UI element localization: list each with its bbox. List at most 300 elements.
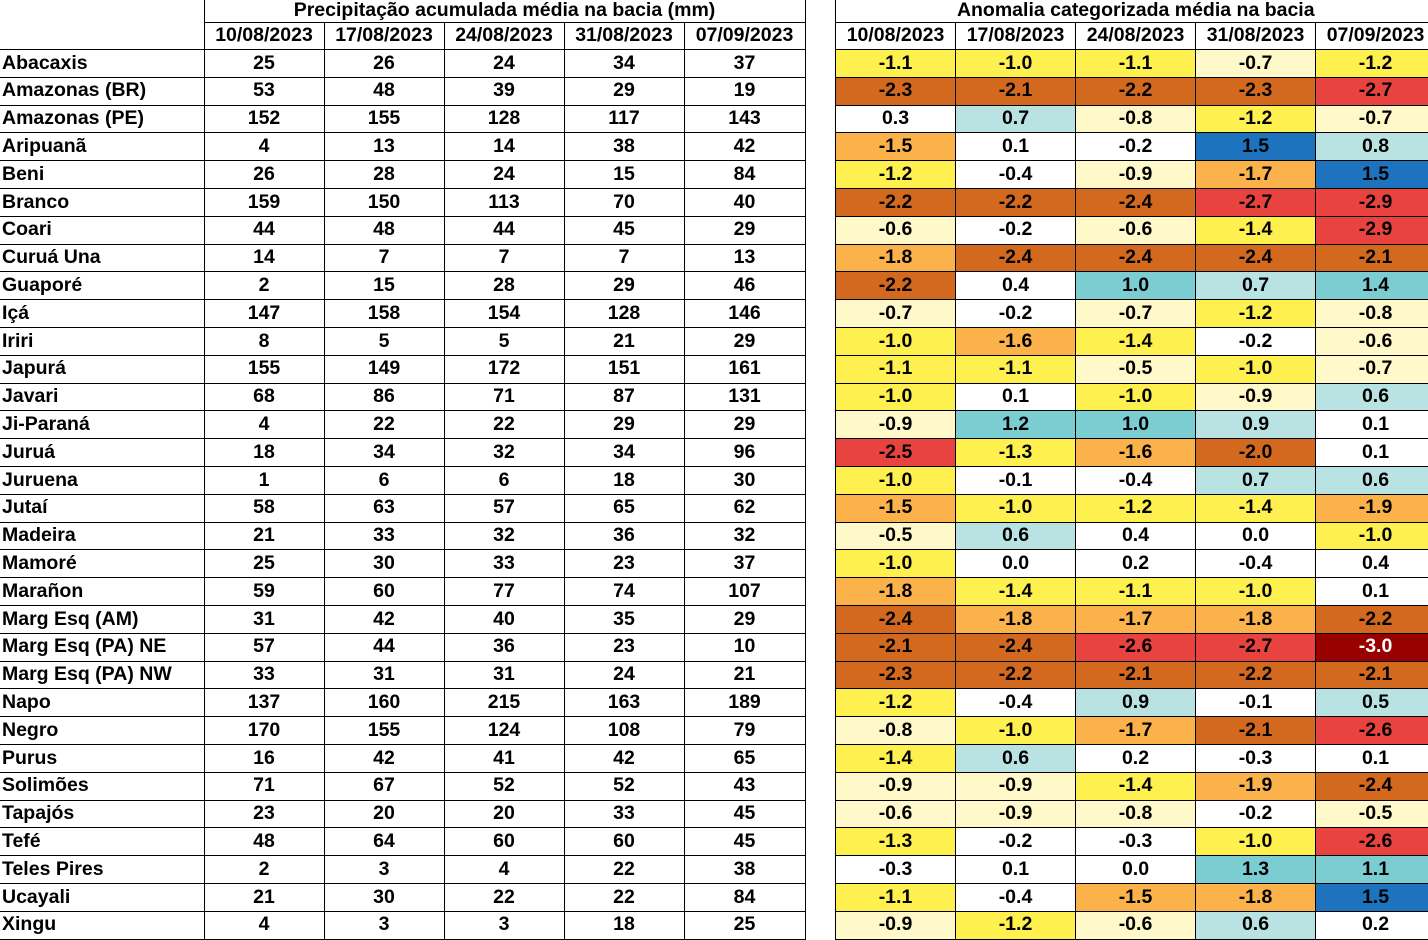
anomaly-value: -2.9 xyxy=(1316,188,1428,216)
precip-table-row xyxy=(0,772,805,800)
precip-value: 31 xyxy=(444,661,564,689)
basin-name: Amazonas (BR) xyxy=(0,77,204,105)
basin-name: Marg Esq (PA) NW xyxy=(0,661,204,689)
precip-value: 40 xyxy=(444,605,564,633)
anomaly-value: 0.4 xyxy=(1076,522,1196,550)
precip-value: 15 xyxy=(564,161,684,189)
basin-name: Marg Esq (PA) NE xyxy=(0,633,204,661)
anomaly-value: -1.1 xyxy=(1076,50,1196,78)
anomaly-value: 0.1 xyxy=(1316,744,1428,772)
anomaly-value: 0.0 xyxy=(1076,856,1196,884)
anomaly-value: -0.5 xyxy=(1316,800,1428,828)
anomaly-value: 0.7 xyxy=(956,105,1076,133)
anomaly-value: -1.0 xyxy=(956,50,1076,78)
precip-value: 48 xyxy=(204,828,324,856)
basin-name: Juruena xyxy=(0,466,204,494)
anomaly-value: -1.8 xyxy=(836,244,956,272)
precip-table-row xyxy=(0,105,805,133)
precip-table-row xyxy=(0,466,805,494)
precip-value: 2 xyxy=(204,272,324,300)
anomaly-table-row xyxy=(836,216,1428,244)
precip-title: Precipitação acumulada média na bacia (mm) xyxy=(204,0,805,23)
anomaly-value: -0.4 xyxy=(1076,466,1196,494)
anomaly-value: -2.2 xyxy=(1076,77,1196,105)
precip-table-row xyxy=(0,605,805,633)
precip-value: 42 xyxy=(564,744,684,772)
precip-table-row xyxy=(0,161,805,189)
anomaly-value: 0.1 xyxy=(1316,411,1428,439)
precip-value: 160 xyxy=(324,689,444,717)
anomaly-value: -1.2 xyxy=(836,689,956,717)
anomaly-value: -1.2 xyxy=(1196,300,1316,328)
precip-table-row xyxy=(0,188,805,216)
anomaly-value: -0.8 xyxy=(1076,105,1196,133)
anomaly-value: -0.6 xyxy=(1316,327,1428,355)
basin-name: Xingu xyxy=(0,911,204,939)
anomaly-title: Anomalia categorizada média na bacia xyxy=(836,0,1428,23)
precip-table-row xyxy=(0,522,805,550)
anomaly-value: -1.4 xyxy=(1076,772,1196,800)
anomaly-table-row xyxy=(836,466,1428,494)
anomaly-table-row xyxy=(836,272,1428,300)
precip-value: 24 xyxy=(444,50,564,78)
basin-name: Branco xyxy=(0,188,204,216)
anomaly-value: -2.6 xyxy=(1316,828,1428,856)
anomaly-table-row xyxy=(836,133,1428,161)
precip-table-row xyxy=(0,383,805,411)
precip-value: 4 xyxy=(444,856,564,884)
precip-value: 16 xyxy=(204,744,324,772)
anomaly-value: -2.7 xyxy=(1316,77,1428,105)
precip-value: 189 xyxy=(684,689,805,717)
anomaly-value: -1.0 xyxy=(1316,522,1428,550)
precip-value: 79 xyxy=(684,717,805,745)
anomaly-value: 0.6 xyxy=(1196,911,1316,939)
precip-value: 117 xyxy=(564,105,684,133)
basin-name: Marañon xyxy=(0,578,204,606)
precip-value: 155 xyxy=(324,105,444,133)
precip-value: 2 xyxy=(204,856,324,884)
anomaly-value: -1.7 xyxy=(1196,161,1316,189)
precip-value: 45 xyxy=(564,216,684,244)
anomaly-value: -0.9 xyxy=(836,772,956,800)
anomaly-value: 0.3 xyxy=(836,105,956,133)
anomaly-value: 1.3 xyxy=(1196,856,1316,884)
anomaly-value: 0.2 xyxy=(1076,550,1196,578)
precip-value: 36 xyxy=(444,633,564,661)
precip-value: 22 xyxy=(444,411,564,439)
anomaly-value: 1.5 xyxy=(1316,161,1428,189)
anomaly-value: -0.9 xyxy=(956,800,1076,828)
precip-table-row xyxy=(0,133,805,161)
basin-name: Japurá xyxy=(0,355,204,383)
anomaly-value: -1.0 xyxy=(836,383,956,411)
anomaly-value: 0.7 xyxy=(1196,466,1316,494)
precip-value: 23 xyxy=(564,550,684,578)
precip-value: 113 xyxy=(444,188,564,216)
precip-value: 155 xyxy=(324,717,444,745)
precip-value: 42 xyxy=(324,744,444,772)
anomaly-value: -1.9 xyxy=(1316,494,1428,522)
precip-value: 46 xyxy=(684,272,805,300)
precip-table-row xyxy=(0,689,805,717)
anomaly-value: -0.6 xyxy=(836,800,956,828)
precip-table-row xyxy=(0,494,805,522)
precip-value: 18 xyxy=(564,911,684,939)
anomaly-value: -1.6 xyxy=(956,327,1076,355)
precip-value: 8 xyxy=(204,327,324,355)
anomaly-value: -2.1 xyxy=(1076,661,1196,689)
anomaly-value: 1.1 xyxy=(1316,856,1428,884)
anomaly-date-header: 17/08/2023 xyxy=(956,23,1076,50)
anomaly-value: -0.2 xyxy=(1196,800,1316,828)
precip-table-row xyxy=(0,272,805,300)
precip-value: 32 xyxy=(444,439,564,467)
basin-name: Javari xyxy=(0,383,204,411)
precip-value: 65 xyxy=(564,494,684,522)
precip-date-header: 07/09/2023 xyxy=(684,23,805,50)
basin-name: Beni xyxy=(0,161,204,189)
basin-name: Tefé xyxy=(0,828,204,856)
anomaly-value: 0.1 xyxy=(956,133,1076,161)
precip-value: 23 xyxy=(564,633,684,661)
anomaly-value: -1.0 xyxy=(836,550,956,578)
anomaly-value: -0.1 xyxy=(956,466,1076,494)
anomaly-value: -0.4 xyxy=(1196,550,1316,578)
precip-value: 33 xyxy=(204,661,324,689)
precip-value: 71 xyxy=(204,772,324,800)
precip-value: 70 xyxy=(564,188,684,216)
precip-value: 62 xyxy=(684,494,805,522)
anomaly-table-row xyxy=(836,689,1428,717)
precip-value: 149 xyxy=(324,355,444,383)
anomaly-value: -1.3 xyxy=(836,828,956,856)
precip-table-row xyxy=(0,300,805,328)
precip-value: 38 xyxy=(564,133,684,161)
anomaly-value: 0.1 xyxy=(956,383,1076,411)
precip-value: 59 xyxy=(204,578,324,606)
anomaly-value: -2.7 xyxy=(1196,188,1316,216)
anomaly-value: -1.9 xyxy=(1196,772,1316,800)
precip-value: 147 xyxy=(204,300,324,328)
anomaly-value: -1.0 xyxy=(1196,578,1316,606)
precip-value: 96 xyxy=(684,439,805,467)
anomaly-value: -0.2 xyxy=(1196,327,1316,355)
anomaly-value: -1.1 xyxy=(836,883,956,911)
anomaly-value: 1.0 xyxy=(1076,272,1196,300)
precip-value: 33 xyxy=(444,550,564,578)
anomaly-table-row xyxy=(836,161,1428,189)
precip-table-row xyxy=(0,244,805,272)
anomaly-value: -1.4 xyxy=(956,578,1076,606)
precip-value: 159 xyxy=(204,188,324,216)
precip-value: 14 xyxy=(204,244,324,272)
precip-value: 28 xyxy=(444,272,564,300)
basin-name: Abacaxis xyxy=(0,50,204,78)
anomaly-value: -1.0 xyxy=(1196,355,1316,383)
basin-name: Negro xyxy=(0,717,204,745)
anomaly-value: -2.1 xyxy=(1316,244,1428,272)
basin-name: Amazonas (PE) xyxy=(0,105,204,133)
precip-table-row xyxy=(0,828,805,856)
precip-value: 21 xyxy=(564,327,684,355)
precip-value: 67 xyxy=(324,772,444,800)
basin-name: Içá xyxy=(0,300,204,328)
precip-value: 38 xyxy=(684,856,805,884)
anomaly-value: 0.9 xyxy=(1196,411,1316,439)
precip-value: 26 xyxy=(204,161,324,189)
precip-value: 35 xyxy=(564,605,684,633)
precip-value: 6 xyxy=(324,466,444,494)
basin-name: Tapajós xyxy=(0,800,204,828)
precip-date-header: 17/08/2023 xyxy=(324,23,444,50)
precip-value: 26 xyxy=(324,50,444,78)
anomaly-value: -1.8 xyxy=(956,605,1076,633)
anomaly-value: -1.0 xyxy=(1196,828,1316,856)
precip-value: 29 xyxy=(684,605,805,633)
anomaly-value: 0.8 xyxy=(1316,133,1428,161)
precip-table-row xyxy=(0,216,805,244)
precip-value: 20 xyxy=(444,800,564,828)
anomaly-value: 0.6 xyxy=(1316,466,1428,494)
corner-blank xyxy=(0,23,204,50)
precip-value: 52 xyxy=(564,772,684,800)
precip-value: 31 xyxy=(324,661,444,689)
anomaly-value: 0.9 xyxy=(1076,689,1196,717)
precip-value: 29 xyxy=(564,77,684,105)
anomaly-table-row xyxy=(836,522,1428,550)
anomaly-table-row xyxy=(836,633,1428,661)
precip-table-row xyxy=(0,717,805,745)
precip-value: 152 xyxy=(204,105,324,133)
anomaly-value: -0.2 xyxy=(956,216,1076,244)
precip-value: 137 xyxy=(204,689,324,717)
anomaly-value: -0.9 xyxy=(956,772,1076,800)
anomaly-value: -1.4 xyxy=(1196,216,1316,244)
precip-value: 128 xyxy=(444,105,564,133)
anomaly-value: 0.4 xyxy=(956,272,1076,300)
anomaly-value: -2.1 xyxy=(1196,717,1316,745)
basin-name: Guaporé xyxy=(0,272,204,300)
anomaly-value: -1.0 xyxy=(956,717,1076,745)
anomaly-value: -2.4 xyxy=(1316,772,1428,800)
precip-value: 32 xyxy=(684,522,805,550)
anomaly-value: -0.3 xyxy=(1196,744,1316,772)
anomaly-value: -2.2 xyxy=(956,661,1076,689)
precip-value: 33 xyxy=(324,522,444,550)
anomaly-value: -1.6 xyxy=(1076,439,1196,467)
precip-value: 170 xyxy=(204,717,324,745)
precip-value: 131 xyxy=(684,383,805,411)
precip-date-header: 10/08/2023 xyxy=(204,23,324,50)
precip-value: 37 xyxy=(684,50,805,78)
precip-value: 71 xyxy=(444,383,564,411)
precip-value: 43 xyxy=(684,772,805,800)
basin-name: Mamoré xyxy=(0,550,204,578)
anomaly-value: -2.1 xyxy=(1316,661,1428,689)
precip-table-row xyxy=(0,856,805,884)
anomaly-value: -1.1 xyxy=(956,355,1076,383)
anomaly-value: -1.4 xyxy=(1076,327,1196,355)
anomaly-value: -0.7 xyxy=(1076,300,1196,328)
precip-value: 34 xyxy=(324,439,444,467)
anomaly-value: -0.7 xyxy=(1316,105,1428,133)
anomaly-value: 0.4 xyxy=(1316,550,1428,578)
precip-value: 20 xyxy=(324,800,444,828)
precip-value: 53 xyxy=(204,77,324,105)
anomaly-value: -1.1 xyxy=(1076,578,1196,606)
anomaly-value: -0.7 xyxy=(1196,50,1316,78)
anomaly-value: -2.3 xyxy=(836,661,956,689)
precip-value: 65 xyxy=(684,744,805,772)
anomaly-value: -2.4 xyxy=(1076,244,1196,272)
anomaly-value: 0.6 xyxy=(956,522,1076,550)
precip-value: 151 xyxy=(564,355,684,383)
precip-value: 68 xyxy=(204,383,324,411)
precip-value: 42 xyxy=(324,605,444,633)
anomaly-date-header: 07/09/2023 xyxy=(1316,23,1428,50)
anomaly-value: -0.6 xyxy=(836,216,956,244)
anomaly-table-row xyxy=(836,856,1428,884)
precip-value: 150 xyxy=(324,188,444,216)
precip-table-row xyxy=(0,633,805,661)
precip-value: 23 xyxy=(204,800,324,828)
anomaly-table-row xyxy=(836,772,1428,800)
precip-value: 24 xyxy=(564,661,684,689)
precip-value: 158 xyxy=(324,300,444,328)
anomaly-value: 0.2 xyxy=(1316,911,1428,939)
anomaly-value: -1.5 xyxy=(1076,883,1196,911)
anomaly-date-header: 24/08/2023 xyxy=(1076,23,1196,50)
precip-value: 84 xyxy=(684,883,805,911)
precip-value: 30 xyxy=(324,883,444,911)
anomaly-value: -0.3 xyxy=(836,856,956,884)
precip-value: 29 xyxy=(564,411,684,439)
anomaly-table-row xyxy=(836,300,1428,328)
precip-value: 48 xyxy=(324,216,444,244)
anomaly-value: -2.2 xyxy=(836,188,956,216)
precip-value: 77 xyxy=(444,578,564,606)
anomaly-value: -0.8 xyxy=(836,717,956,745)
precip-table-row xyxy=(0,439,805,467)
precip-value: 86 xyxy=(324,383,444,411)
anomaly-table-row xyxy=(836,355,1428,383)
anomaly-value: -2.6 xyxy=(1316,717,1428,745)
precip-value: 44 xyxy=(324,633,444,661)
anomaly-value: 0.2 xyxy=(1076,744,1196,772)
precip-table-row xyxy=(0,50,805,78)
anomaly-value: -0.4 xyxy=(956,161,1076,189)
anomaly-table-row xyxy=(836,50,1428,78)
anomaly-table-row xyxy=(836,800,1428,828)
basin-name: Napo xyxy=(0,689,204,717)
basin-name: Purus xyxy=(0,744,204,772)
anomaly-value: -1.8 xyxy=(1196,883,1316,911)
precip-value: 146 xyxy=(684,300,805,328)
precip-value: 18 xyxy=(564,466,684,494)
precip-value: 45 xyxy=(684,800,805,828)
anomaly-value: -2.1 xyxy=(956,77,1076,105)
anomaly-table xyxy=(835,0,1428,940)
precip-value: 5 xyxy=(444,327,564,355)
precip-value: 21 xyxy=(204,522,324,550)
anomaly-table-row xyxy=(836,661,1428,689)
anomaly-value: -1.7 xyxy=(1076,605,1196,633)
anomaly-value: 0.1 xyxy=(1316,439,1428,467)
anomaly-value: -1.0 xyxy=(836,327,956,355)
precip-value: 128 xyxy=(564,300,684,328)
precip-value: 24 xyxy=(444,161,564,189)
anomaly-value: 0.0 xyxy=(1196,522,1316,550)
precip-value: 4 xyxy=(204,911,324,939)
precip-value: 161 xyxy=(684,355,805,383)
anomaly-value: -2.5 xyxy=(836,439,956,467)
precip-value: 155 xyxy=(204,355,324,383)
basin-name: Juruá xyxy=(0,439,204,467)
anomaly-table-row xyxy=(836,717,1428,745)
anomaly-table-row xyxy=(836,550,1428,578)
precip-value: 64 xyxy=(324,828,444,856)
precip-value: 15 xyxy=(324,272,444,300)
precip-value: 108 xyxy=(564,717,684,745)
anomaly-date-header: 31/08/2023 xyxy=(1196,23,1316,50)
anomaly-value: -1.1 xyxy=(836,355,956,383)
anomaly-value: 0.5 xyxy=(1316,689,1428,717)
precip-table-row xyxy=(0,327,805,355)
basin-name: Jutaí xyxy=(0,494,204,522)
precip-value: 172 xyxy=(444,355,564,383)
precip-value: 25 xyxy=(204,550,324,578)
precip-value: 44 xyxy=(204,216,324,244)
precip-value: 41 xyxy=(444,744,564,772)
anomaly-value: -3.0 xyxy=(1316,633,1428,661)
precip-value: 22 xyxy=(324,411,444,439)
precip-value: 87 xyxy=(564,383,684,411)
precip-value: 25 xyxy=(684,911,805,939)
precip-value: 57 xyxy=(444,494,564,522)
anomaly-value: -2.3 xyxy=(1196,77,1316,105)
precip-value: 22 xyxy=(444,883,564,911)
anomaly-value: -2.4 xyxy=(956,244,1076,272)
anomaly-value: -0.5 xyxy=(1076,355,1196,383)
anomaly-value: -1.8 xyxy=(1196,605,1316,633)
precip-value: 18 xyxy=(204,439,324,467)
precip-value: 57 xyxy=(204,633,324,661)
precip-value: 33 xyxy=(564,800,684,828)
precip-value: 7 xyxy=(444,244,564,272)
anomaly-value: -1.5 xyxy=(836,494,956,522)
precip-value: 60 xyxy=(444,828,564,856)
anomaly-value: -2.3 xyxy=(836,77,956,105)
anomaly-value: 0.0 xyxy=(956,550,1076,578)
anomaly-table-row xyxy=(836,828,1428,856)
anomaly-value: -1.5 xyxy=(836,133,956,161)
precip-table-row xyxy=(0,661,805,689)
anomaly-value: 0.7 xyxy=(1196,272,1316,300)
anomaly-table-row xyxy=(836,383,1428,411)
anomaly-value: -1.0 xyxy=(956,494,1076,522)
precip-value: 4 xyxy=(204,133,324,161)
anomaly-date-header: 10/08/2023 xyxy=(836,23,956,50)
precip-value: 45 xyxy=(684,828,805,856)
anomaly-table-row xyxy=(836,744,1428,772)
precip-table-row xyxy=(0,883,805,911)
precip-value: 4 xyxy=(204,411,324,439)
basin-name: Aripuanã xyxy=(0,133,204,161)
precip-value: 63 xyxy=(324,494,444,522)
anomaly-value: -0.9 xyxy=(836,911,956,939)
precip-value: 3 xyxy=(444,911,564,939)
